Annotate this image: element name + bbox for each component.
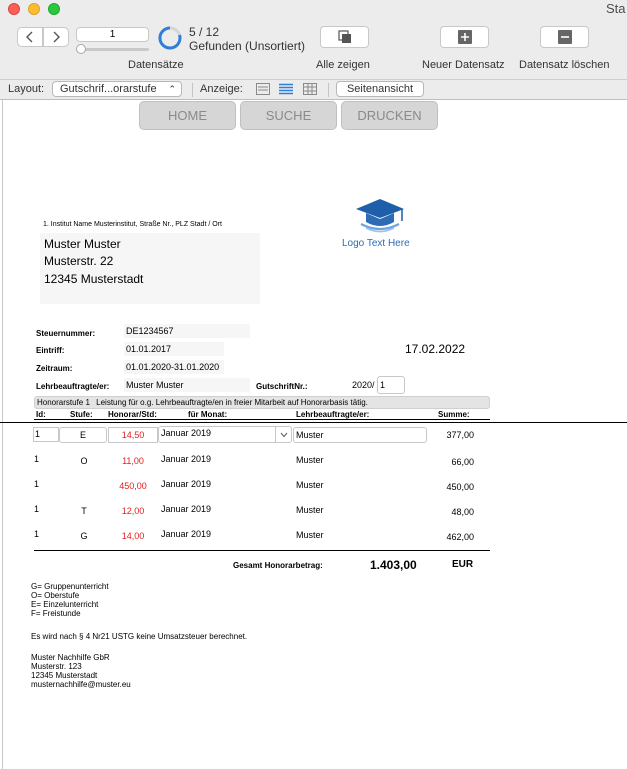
company-address <box>31 653 131 689</box>
row-rate-field[interactable]: 14,50 <box>108 427 158 443</box>
record-slider-handle[interactable] <box>76 44 86 54</box>
table-row[interactable] <box>0 423 627 448</box>
level-legend <box>31 582 109 618</box>
tax-number-label: Steuernummer: <box>36 329 96 338</box>
row-lecturer: Muster <box>296 530 324 540</box>
column-header-sum: Summe: <box>438 410 470 419</box>
form-view-icon[interactable] <box>256 83 270 95</box>
show-all-icon <box>337 29 353 45</box>
layout-bar <box>0 80 627 100</box>
record-slider-track[interactable] <box>76 48 149 51</box>
records-label: Datensätze <box>128 59 184 71</box>
page-view-button[interactable]: Seitenansicht <box>336 81 424 97</box>
total-label: Gesamt Honorarbetrag: <box>233 561 323 570</box>
legend-item: F= Freistunde <box>31 609 81 618</box>
row-rate: 12,00 <box>121 506 145 516</box>
company-name: Muster Nachhilfe GbR <box>31 653 110 662</box>
column-header-month: für Monat: <box>188 410 228 419</box>
previous-record-button[interactable] <box>17 27 43 47</box>
view-label: Anzeige: <box>200 83 243 95</box>
divider <box>328 83 329 97</box>
recipient-street: Musterstr. 22 <box>44 254 114 268</box>
legend-item: E= Einzelunterricht <box>31 600 99 609</box>
total-amount: 1.403,00 <box>370 558 417 572</box>
zoom-window-button[interactable] <box>48 3 60 15</box>
row-id-field[interactable]: 1 <box>33 427 59 442</box>
row-id: 1 <box>34 454 40 464</box>
table-row[interactable] <box>0 502 627 522</box>
row-level: T <box>81 506 87 516</box>
period-label: Zeitraum: <box>36 364 73 373</box>
row-rate: 11,00 <box>122 456 144 466</box>
chevron-left-icon <box>25 31 35 43</box>
company-city: 12345 Musterstadt <box>31 671 98 680</box>
vat-note: Es wird nach § 4 Nr21 USTG keine Umsatzsteuer berechnet. <box>31 632 248 641</box>
column-header-rate: Honorar/Std: <box>108 410 157 419</box>
divider <box>275 427 276 442</box>
row-level: G <box>80 531 88 541</box>
row-sum: 377,00 <box>446 430 474 440</box>
table-row[interactable] <box>0 452 627 472</box>
credit-year: 2020/ <box>352 380 375 390</box>
row-lecturer-field[interactable]: Muster <box>293 427 427 443</box>
logo-text: Logo Text Here <box>342 238 410 249</box>
divider <box>192 83 193 97</box>
home-button[interactable]: HOME <box>139 101 236 130</box>
row-sum: 66,00 <box>451 457 474 467</box>
layout-select[interactable] <box>52 81 182 97</box>
chevron-right-icon <box>51 31 61 43</box>
row-id: 1 <box>34 529 40 539</box>
print-button[interactable]: DRUCKEN <box>341 101 438 130</box>
credit-number-input[interactable]: 1 <box>377 376 405 394</box>
record-number-input[interactable]: 1 <box>76 27 149 42</box>
row-sum: 462,00 <box>446 532 474 542</box>
entry-date-field[interactable]: 01.01.2017 <box>124 342 224 356</box>
window-title: Sta <box>606 1 626 16</box>
entry-label: Eintriff: <box>36 346 65 355</box>
minimize-window-button[interactable] <box>28 3 40 15</box>
close-window-button[interactable] <box>8 3 20 15</box>
column-header-level: Stufe: <box>70 410 93 419</box>
column-header-id: Id: <box>36 410 46 419</box>
credit-number-label: GutschriftNr.: <box>256 382 308 391</box>
show-all-button[interactable] <box>320 26 369 48</box>
layout-canvas <box>0 100 627 769</box>
list-view-icon[interactable] <box>279 83 293 95</box>
row-month-value: Januar 2019 <box>161 428 212 438</box>
window-toolbar <box>0 0 627 80</box>
search-button[interactable]: SUCHE <box>240 101 337 130</box>
company-street: Musterstr. 123 <box>31 662 82 671</box>
table-row[interactable] <box>0 527 627 547</box>
row-month: Januar 2019 <box>161 529 212 539</box>
recipient-name: Muster Muster <box>44 237 121 251</box>
delete-record-label: Datensatz löschen <box>519 59 610 71</box>
layout-select-value: Gutschrif...orarstufe <box>60 83 157 95</box>
sender-line: 1. Institut Name Musterinstitut, Straße Nr., PLZ Stadt / Ort <box>43 221 222 228</box>
next-record-button[interactable] <box>43 27 69 47</box>
recipient-city: 12345 Musterstadt <box>44 272 144 286</box>
plus-icon <box>457 29 473 45</box>
document-date: 17.02.2022 <box>405 342 466 356</box>
row-level: O <box>80 456 88 466</box>
company-email: musternachhilfe@muster.eu <box>31 680 131 689</box>
tax-number-field[interactable]: DE1234567 <box>124 324 250 338</box>
table-view-icon[interactable] <box>303 83 317 95</box>
dropdown-arrow-icon <box>280 432 288 438</box>
delete-record-button[interactable] <box>540 26 589 48</box>
total-rule <box>34 550 490 551</box>
fee-level: Honorarstufe 1 <box>37 398 90 407</box>
row-lecturer: Muster <box>296 480 324 490</box>
progress-pie-icon <box>158 26 182 50</box>
row-month: Januar 2019 <box>161 504 212 514</box>
legend-item: G= Gruppenunterricht <box>31 582 109 591</box>
column-header-lecturer: Lehrbeauftragte/er: <box>296 410 370 419</box>
fee-level-bar <box>34 396 490 409</box>
minus-icon <box>557 29 573 45</box>
logo-graduation-cap-icon <box>352 197 408 235</box>
layout-label: Layout: <box>8 83 45 95</box>
row-rate: 450,00 <box>119 481 147 491</box>
currency: EUR <box>452 559 474 570</box>
row-lecturer: Muster <box>296 455 324 465</box>
row-month: Januar 2019 <box>161 479 212 489</box>
period-field[interactable]: 01.01.2020-31.01.2020 <box>124 360 224 374</box>
row-sum: 450,00 <box>446 482 474 492</box>
chevron-down-icon: ⌃ <box>168 84 176 94</box>
fee-description: Leistung für o.g. Lehrbeauftragte/en in freier Mitarbeit auf Honorarbasis tätig. <box>96 398 368 407</box>
row-rate: 14,00 <box>121 531 145 541</box>
new-record-label: Neuer Datensatz <box>422 59 505 71</box>
show-all-label: Alle zeigen <box>316 59 370 71</box>
table-row[interactable] <box>0 477 627 497</box>
row-month-dropdown[interactable] <box>158 426 292 443</box>
row-id: 1 <box>34 504 40 514</box>
new-record-button[interactable] <box>440 26 489 48</box>
recipient-address-box[interactable] <box>40 233 260 304</box>
row-month: Januar 2019 <box>161 454 212 464</box>
lecturer-label: Lehrbeauftragte/er: <box>36 382 110 391</box>
row-lecturer: Muster <box>296 505 324 515</box>
row-level-field[interactable]: E <box>59 427 107 443</box>
row-id: 1 <box>34 479 40 489</box>
found-count: 5 / 12 <box>189 25 220 39</box>
header-rule <box>34 419 490 420</box>
found-label: Gefunden (Unsortiert) <box>189 39 306 53</box>
row-sum: 48,00 <box>451 507 474 517</box>
lecturer-field[interactable]: Muster Muster <box>124 378 250 392</box>
legend-item: O= Oberstufe <box>31 591 80 600</box>
